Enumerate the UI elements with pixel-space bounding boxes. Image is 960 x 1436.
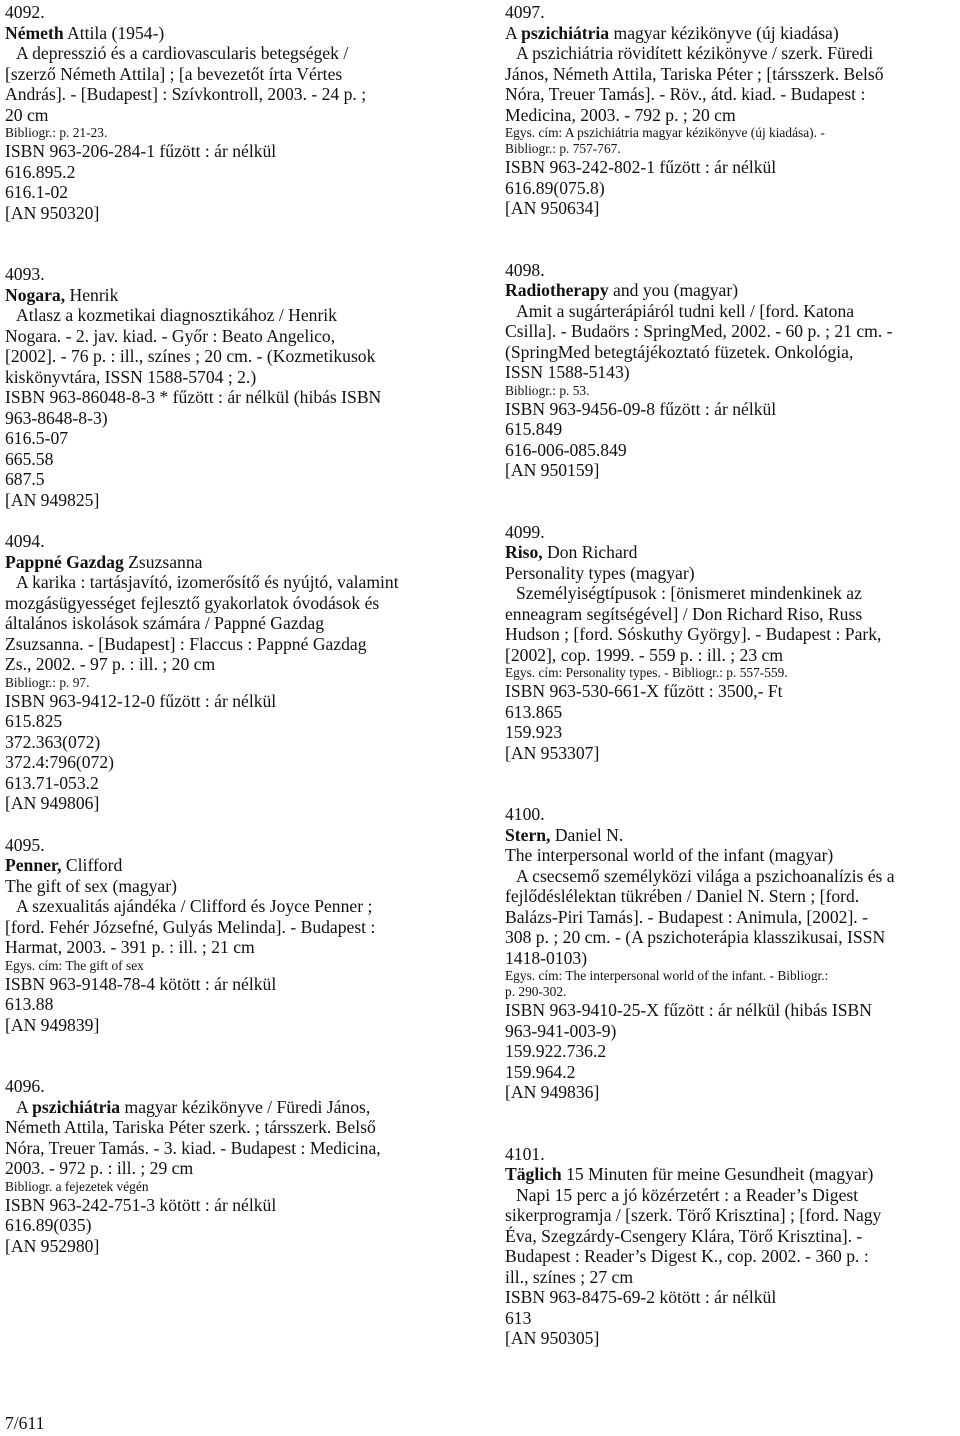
bibliography-entry — [505, 804, 957, 1103]
entry-line: ISBN 963-9410-25-X fűzött : ár nélkül (hibás ISBN — [505, 1000, 872, 1020]
entry-line: Atlasz a kozmetikai diagnosztikához / Henrik — [16, 305, 337, 325]
entry-line: 963-8648-8-3) — [5, 407, 108, 428]
entry-line: [AN 950634] — [505, 198, 600, 218]
entry-line: Zsuzsanna. - [Budapest] : Flaccus : Pappné Gazdag — [5, 633, 367, 654]
entry-line: [AN 950159] — [505, 460, 600, 480]
entry-line: 308 p. ; 20 cm. - (A pszichoterápia klasszikusai, ISSN — [505, 927, 886, 947]
entry-spacer — [5, 223, 471, 264]
title-keyword: Radiotherapy — [505, 280, 609, 300]
entry-line: Medicina, 2003. - 792 p. ; 20 cm — [505, 104, 736, 125]
entry-line: Napi 15 perc a jó közérzetért : a Reader’s Digest — [516, 1184, 859, 1205]
entry-line: [AN 949806] — [5, 793, 100, 813]
title-rest: magyar kézikönyve / Füredi János, — [120, 1096, 371, 1117]
entry-author — [5, 855, 471, 876]
entry-title-line — [505, 1164, 957, 1185]
entry-author — [5, 23, 471, 44]
entry-line: [2002]. - 76 p. : ill., színes ; 20 cm. - (Kozmetikusok — [5, 346, 376, 366]
author-surname: Nogara, — [5, 284, 66, 305]
entry-line: Egys. cím: A pszichiátria magyar kézikönyve (új kiadása). - — [505, 125, 825, 140]
entry-line: Amit a sugárterápiáról tudni kell / [ford. Katona — [516, 300, 855, 321]
author-surname: Németh — [5, 22, 64, 43]
entry-spacer — [5, 1035, 471, 1076]
entry-line: A pszichiátria rövidített kézikönyve / szerk. Füredi — [516, 43, 874, 63]
entry-line: Budapest : Reader’s Digest K., cop. 2002. - 360 p. : — [505, 1246, 869, 1266]
entry-line: 615.825 — [5, 711, 63, 731]
entry-line: 616.895.2 — [5, 161, 76, 182]
entry-line: fejlődéslélektan tükrében / Daniel N. Stern ; [ford. — [505, 886, 860, 906]
bibliography-entry — [5, 264, 471, 510]
entry-line: 613.865 — [505, 701, 563, 722]
bibliography-entry — [5, 531, 471, 814]
author-surname: Stern, — [505, 824, 551, 845]
entry-line: mozgásügyességet fejlesztő gyakorlatok óvodások és — [5, 592, 380, 613]
title-prefix: A — [505, 22, 522, 43]
entry-line: ill., színes ; 27 cm — [505, 1266, 634, 1287]
entry-line: ISSN 1588-5143) — [505, 362, 630, 382]
entry-line: 616.89(035) — [5, 1215, 92, 1235]
entry-line: ISBN 963-530-661-X fűzött : 3500,- Ft — [505, 681, 783, 701]
entry-spacer — [505, 763, 957, 804]
entry-line: Németh Attila, Tariska Péter szerk. ; társszerk. Belső — [5, 1117, 376, 1137]
entry-line: Personality types (magyar) — [505, 562, 695, 583]
entry-line: [AN 953307] — [505, 742, 600, 763]
entry-line: 616.5-07 — [5, 428, 69, 448]
bibliography-entry — [505, 522, 957, 764]
left-column — [5, 2, 471, 1256]
title-rest: and you (magyar) — [608, 280, 739, 300]
bibliography-entry — [5, 835, 471, 1036]
entry-title-line — [5, 1097, 471, 1118]
bibliography-entry — [505, 1144, 957, 1349]
entry-line: Egys. cím: The gift of sex — [5, 957, 144, 973]
entry-line: A depresszió és a cardiovascularis betegségek / — [16, 43, 349, 63]
entry-line: Éva, Szegzárdy-Csengery Klára, Törő Krisztina]. - — [505, 1225, 863, 1246]
entry-line: sikerprogramja / [szerk. Törő Krisztina] ; [ford. Nagy — [505, 1205, 882, 1225]
entry-line: Személyiségtípusok : [önismeret mindenkinek az — [516, 583, 862, 603]
entry-line: Bibliogr.: p. 757-767. — [505, 141, 621, 156]
entry-line: p. 290-302. — [505, 984, 567, 999]
entry-line: Egys. cím: The interpersonal world of the infant. - Bibliogr.: — [505, 968, 829, 983]
entry-line: János, Németh Attila, Tariska Péter ; [társszerk. Belső — [505, 63, 884, 84]
entry-line: 616.1-02 — [5, 182, 69, 202]
entry-line: 616.89(075.8) — [505, 177, 605, 198]
entry-line: 372.4:796(072) — [5, 752, 114, 772]
title-keyword: pszichiátria — [521, 22, 610, 43]
entry-line: 159.964.2 — [505, 1061, 576, 1082]
bibliography-entry — [5, 2, 471, 223]
entry-line: ISBN 963-242-751-3 kötött : ár nélkül — [5, 1194, 277, 1215]
entry-line: ISBN 963-242-802-1 fűzött : ár nélkül — [505, 157, 777, 177]
entry-line: Bibliogr. a fejezetek végén — [5, 1178, 149, 1194]
entry-spacer — [5, 510, 471, 531]
author-surname: Penner, — [5, 855, 62, 875]
bibliography-entry — [5, 1076, 471, 1256]
entry-line: [szerző Németh Attila] ; [a bevezetőt írta Vértes — [5, 63, 343, 84]
entry-line: [AN 949836] — [505, 1082, 600, 1102]
entry-line: 687.5 — [5, 469, 45, 489]
entry-line: ISBN 963-9456-09-8 fűzött : ár nélkül — [505, 398, 777, 419]
entry-author — [505, 542, 957, 563]
entry-line: [2002], cop. 1999. - 559 p. : ill. ; 23 cm — [505, 644, 784, 665]
entry-number: 4101. — [505, 1143, 545, 1164]
entry-title-line — [505, 23, 957, 44]
author-surname: Riso, — [505, 542, 543, 562]
entry-line: Egys. cím: Personality types. - Bibliogr.: p. 557-559. — [505, 665, 788, 680]
entry-line: Nogara. - 2. jav. kiad. - Győr : Beato Angelico, — [5, 325, 336, 346]
entry-spacer — [505, 481, 957, 522]
entry-line: 2003. - 972 p. : ill. ; 29 cm — [5, 1158, 194, 1178]
right-column — [505, 2, 957, 1349]
entry-line: általános iskolások számára / Pappné Gazdag — [5, 613, 325, 633]
entry-number: 4093. — [5, 264, 45, 284]
entry-line: A csecsemő személyközi világa a pszichoanalízis és a — [516, 865, 895, 886]
entry-line: Zs., 2002. - 97 p. : ill. ; 20 cm — [5, 654, 216, 674]
entry-author — [5, 285, 471, 306]
entry-line: A szexualitás ajándéka / Clifford és Joyce Penner ; — [16, 896, 373, 916]
entry-number: 4095. — [5, 834, 45, 855]
entry-line: 616-006-085.849 — [505, 439, 627, 460]
entry-line: 665.58 — [5, 448, 54, 469]
entry-line: [AN 950320] — [5, 202, 100, 223]
entry-line: [AN 949825] — [5, 489, 100, 510]
entry-author — [5, 552, 471, 573]
title-keyword: pszichiátria — [32, 1096, 121, 1117]
entry-line: ISBN 963-8475-69-2 kötött : ár nélkül — [505, 1287, 777, 1307]
entry-line: András]. - [Budapest] : Szívkontroll, 2003. - 24 p. ; — [5, 84, 367, 104]
entry-line: Harmat, 2003. - 391 p. : ill. ; 21 cm — [5, 937, 255, 957]
author-given-name: Don Richard — [542, 542, 638, 562]
entry-line: 615.849 — [505, 419, 563, 439]
entry-line: [AN 949839] — [5, 1014, 100, 1035]
entry-line: 159.923 — [505, 722, 563, 742]
entry-line: Bibliogr.: p. 53. — [505, 382, 590, 398]
bibliography-entry — [505, 2, 957, 219]
entry-line: ISBN 963-206-284-1 fűzött : ár nélkül — [5, 141, 277, 161]
entry-line: [ford. Fehér Józsefné, Gulyás Melinda]. - Budapest : — [5, 916, 376, 937]
entry-line: ISBN 963-9412-12-0 fűzött : ár nélkül — [5, 690, 277, 711]
title-keyword: Täglich — [505, 1164, 562, 1184]
entry-line: Nóra, Treuer Tamás. - 3. kiad. - Budapest : Medicina, — [5, 1137, 381, 1158]
entry-line: Balázs-Piri Tamás]. - Budapest : Animula, [2002]. - — [505, 906, 868, 927]
author-given-name: Zsuzsanna — [123, 551, 203, 572]
entry-spacer — [505, 1103, 957, 1144]
entry-line: [AN 950305] — [505, 1328, 600, 1348]
bibliography-entry — [505, 260, 957, 481]
entry-line: The gift of sex (magyar) — [5, 875, 177, 896]
entry-line: Nóra, Treuer Tamás]. - Röv., átd. kiad. - Budapest : — [505, 84, 866, 104]
entry-line: 613.71-053.2 — [5, 772, 99, 793]
title-prefix: A — [16, 1096, 33, 1117]
entry-spacer — [5, 814, 471, 835]
page-number: 7/611 — [5, 1413, 45, 1433]
entry-author — [505, 825, 957, 846]
entry-line: Bibliogr.: p. 21-23. — [5, 125, 108, 140]
entry-line: 1418-0103) — [505, 947, 588, 968]
entry-number: 4100. — [505, 804, 545, 824]
title-rest: magyar kézikönyve (új kiadása) — [609, 22, 839, 43]
entry-line: (SpringMed betegtájékoztató füzetek. Onkológia, — [505, 341, 854, 362]
entry-number: 4096. — [5, 1076, 45, 1096]
entry-line: Hudson ; [ford. Sóskuthy György]. - Budapest : Park, — [505, 624, 882, 644]
author-given-name: Henrik — [65, 284, 119, 305]
entry-line: [AN 952980] — [5, 1235, 100, 1256]
entry-line: 20 cm — [5, 104, 49, 125]
entry-line: 963-941-003-9) — [505, 1020, 617, 1041]
entry-line: 159.922.736.2 — [505, 1041, 607, 1061]
author-given-name: Clifford — [61, 855, 123, 875]
entry-number: 4097. — [505, 2, 545, 22]
entry-line: 372.363(072) — [5, 731, 101, 752]
entry-number: 4094. — [5, 531, 45, 551]
entry-number: 4099. — [505, 521, 545, 542]
entry-line: The interpersonal world of the infant (magyar) — [505, 845, 834, 865]
author-surname: Pappné Gazdag — [5, 551, 124, 572]
entry-line: 613 — [505, 1307, 532, 1328]
entry-line: ISBN 963-86048-8-3 * fűzött : ár nélkül (hibás ISBN — [5, 387, 382, 407]
entry-line: 613.88 — [5, 994, 54, 1014]
author-given-name: Daniel N. — [550, 824, 624, 845]
entry-number: 4092. — [5, 2, 45, 22]
entry-line: enneagram segítségével] / Don Richard Riso, Russ — [505, 603, 863, 624]
entry-spacer — [505, 219, 957, 260]
entry-number: 4098. — [505, 259, 545, 280]
entry-line: Csilla]. - Budaörs : SpringMed, 2002. - 60 p. ; 21 cm. - — [505, 321, 893, 341]
entry-line: Bibliogr.: p. 97. — [5, 674, 90, 690]
author-given-name: Attila (1954-) — [63, 22, 165, 43]
entry-line: kiskönyvtára, ISSN 1588-5704 ; 2.) — [5, 366, 257, 387]
title-rest: 15 Minuten für meine Gesundheit (magyar) — [561, 1164, 874, 1184]
entry-line: ISBN 963-9148-78-4 kötött : ár nélkül — [5, 973, 277, 994]
entry-line: A karika : tartásjavító, izomerősítő és nyújtó, valamint — [16, 572, 399, 592]
entry-title-line — [505, 280, 957, 301]
